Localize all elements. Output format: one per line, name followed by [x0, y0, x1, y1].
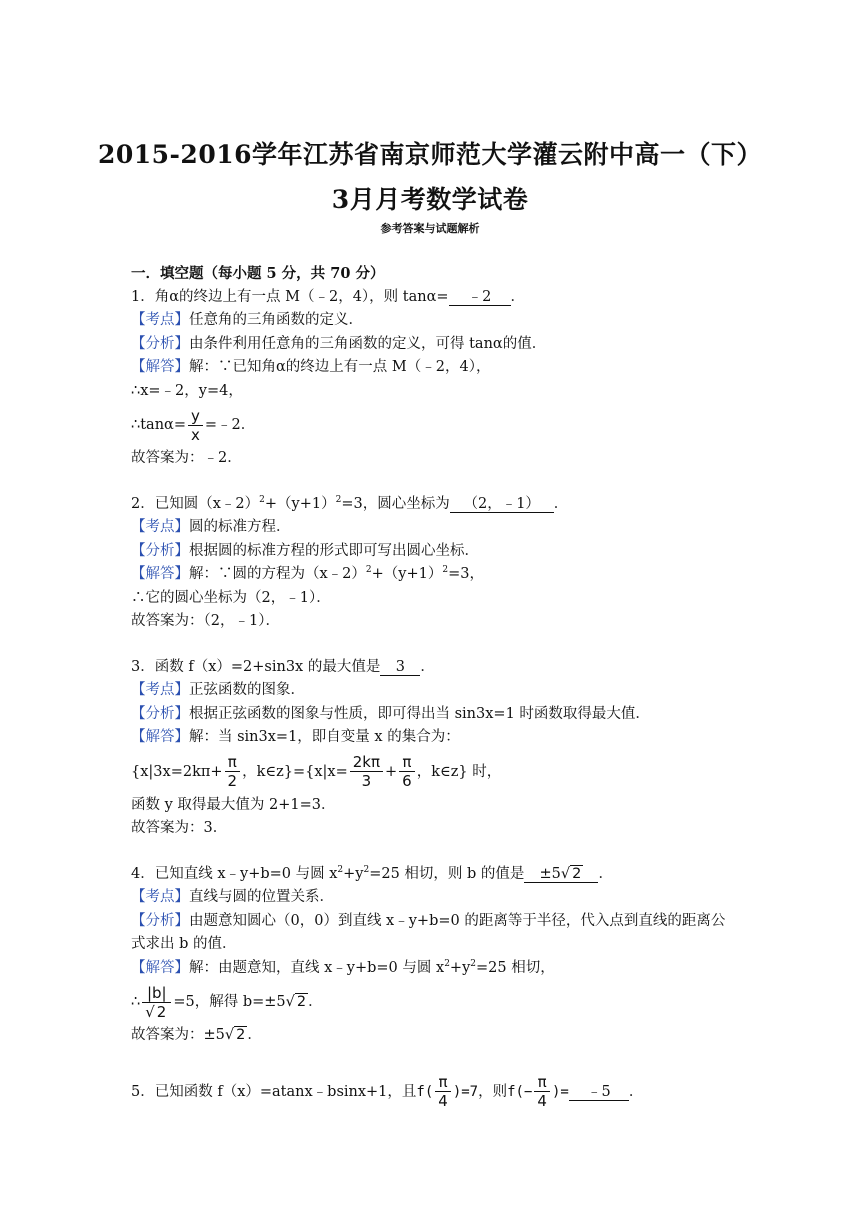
fenxi-tag: 【分析】 — [131, 705, 189, 722]
kaodian-line: 【考点】直线与圆的位置关系． — [131, 889, 334, 905]
jieda-line: 【解答】解：∵圆的方程为$(x﹣2)^2+(y+1)^2=3$， — [131, 565, 484, 582]
fenxi-line: 【分析】根据圆的标准方程的形式即可写出圆心坐标． — [131, 542, 479, 559]
final-answer: 故答案为：±5√ 2 ． — [131, 1027, 262, 1043]
jieda-line: 【解答】解：∵已知角α的终边上有一点 M（﹣2，4）， — [131, 359, 491, 375]
jieda-tag: 【解答】 — [131, 959, 189, 976]
solution-step: ∴它的圆心坐标为（2，﹣1）． — [131, 589, 331, 606]
sqrt-symbol: √ 2 — [285, 994, 307, 1010]
kaodian-line: 【考点】任意角的三角函数的定义． — [131, 312, 363, 328]
question-5 — [131, 1070, 731, 1114]
solution-step: 函数 y 取得最大值为 2+1=3． — [131, 796, 336, 813]
kaodian-tag: 【考点】 — [131, 889, 189, 905]
question-1-stem: 1．角α的终边上有一点 M（﹣2，4），则 tanα= ﹣2 ． — [131, 288, 526, 305]
answer-blank: ﹣2 — [449, 289, 511, 306]
question-5-stem: 5．已知函数 f（x）=atanx﹣bsinx+1，且f( $\frac{\pi}{4}$ )=7，则f(− $\frac{\pi}{4}$ )= ﹣5 ． — [131, 1073, 644, 1110]
fenxi-tag: 【分析】 — [131, 542, 189, 559]
fraction: $\frac{\pi}{2}$ — [225, 753, 241, 790]
jieda-tag: 【解答】 — [131, 729, 189, 745]
fraction: $\frac{y}{x}$ — [188, 407, 203, 444]
answer-blank: ±5√ 2 — [524, 866, 598, 883]
question-1 — [131, 286, 731, 471]
answer-blank: （2，﹣1） — [450, 496, 554, 513]
sqrt-symbol: √ 2 — [560, 865, 582, 882]
section-heading: 一．填空题（每小题 5 分，共 70 分） — [131, 265, 385, 282]
jieda-line: 【解答】解：由题意知，直线 x﹣y+b=0 与圆 $x^2+y^2=25$ 相切， — [131, 958, 555, 976]
kaodian-line: 【考点】圆的标准方程． — [131, 519, 291, 535]
question-4-stem: 4．已知直线 x﹣y+b=0 与圆 $x^2+y^2=25$ 相切，则 b 的值是 ±5√ 2 ． — [131, 864, 613, 882]
final-answer: 故答案为：﹣2． — [131, 450, 242, 466]
fenxi-line: 【分析】由条件利用任意角的三角函数的定义，可得 tanα的值． — [131, 335, 547, 352]
jieda-tag: 【解答】 — [131, 359, 189, 375]
fenxi-line: 【分析】根据正弦函数的图象与性质，即可得出当 sin3x=1 时函数取得最大值． — [131, 705, 650, 722]
document-subtitle: 参考答案与试题解析 — [380, 222, 480, 235]
sqrt-symbol: √ 2 — [145, 1002, 167, 1021]
fraction: $\frac{\pi}{4}$ — [435, 1073, 451, 1110]
sqrt-symbol: √ 2 — [224, 1027, 246, 1043]
final-answer: 故答案为：3． — [131, 820, 228, 836]
fraction: $\frac{\pi}{4}$ — [534, 1073, 550, 1110]
fenxi-tag: 【分析】 — [131, 912, 189, 929]
kaodian-tag: 【考点】 — [131, 519, 189, 535]
jieda-line: 【解答】解：当 sin3x=1，即自变量 x 的集合为： — [131, 729, 460, 745]
kaodian-line: 【考点】正弦函数的图象． — [131, 682, 305, 698]
question-2 — [131, 493, 731, 634]
fenxi-line: 【分析】由题意知圆心（0，0）到直线 x﹣y+b=0 的距离等于半径，代入点到直线的距离公式求出 b 的值． — [131, 912, 726, 952]
fraction: $\frac{2k\pi}{3}$ — [350, 753, 383, 790]
fenxi-tag: 【分析】 — [131, 335, 189, 352]
jieda-tag: 【解答】 — [131, 566, 189, 582]
solution-step-fraction: ∴tanα= $\frac{y}{x}$ =﹣2． — [131, 406, 256, 444]
fraction: $\frac{|b|}{√ 2}$ — [142, 984, 171, 1021]
answer-blank: ﹣5 — [569, 1084, 629, 1101]
solution-step: ∴x=﹣2，y=4， — [131, 382, 243, 399]
kaodian-tag: 【考点】 — [131, 312, 189, 328]
document-title-line2: 3月月考数学试卷 — [331, 185, 529, 214]
question-4 — [131, 863, 731, 1048]
kaodian-tag: 【考点】 — [131, 682, 189, 698]
document-body — [131, 262, 731, 1114]
question-3-stem: 3．函数 f（x）=2+sin3x 的最大值是 3 ． — [131, 658, 435, 675]
question-3 — [131, 656, 731, 841]
final-answer: 故答案为：（2，﹣1）． — [131, 613, 280, 629]
answer-blank: 3 — [380, 659, 420, 676]
question-2-stem: 2．已知圆$(x﹣2)^2+(y+1)^2=3$，圆心坐标为 （2，﹣1） ． — [131, 494, 569, 512]
solution-set-expression: {x|3x=2kπ+ $\frac{\pi}{2}$ ，k∈z}={x|x= $\frac{2k\pi}{3}$ + $\frac{\pi}{6}$ ，k∈z} 时， — [131, 753, 502, 790]
fraction: $\frac{\pi}{6}$ — [399, 753, 415, 790]
document-title-line1: 2015-2016学年江苏省南京师范大学灌云附中高一（下） — [97, 140, 763, 169]
solution-step-fraction: ∴ $\frac{|b|}{√ 2}$ =5，解得 b=±5√ 2 ． — [131, 983, 323, 1021]
